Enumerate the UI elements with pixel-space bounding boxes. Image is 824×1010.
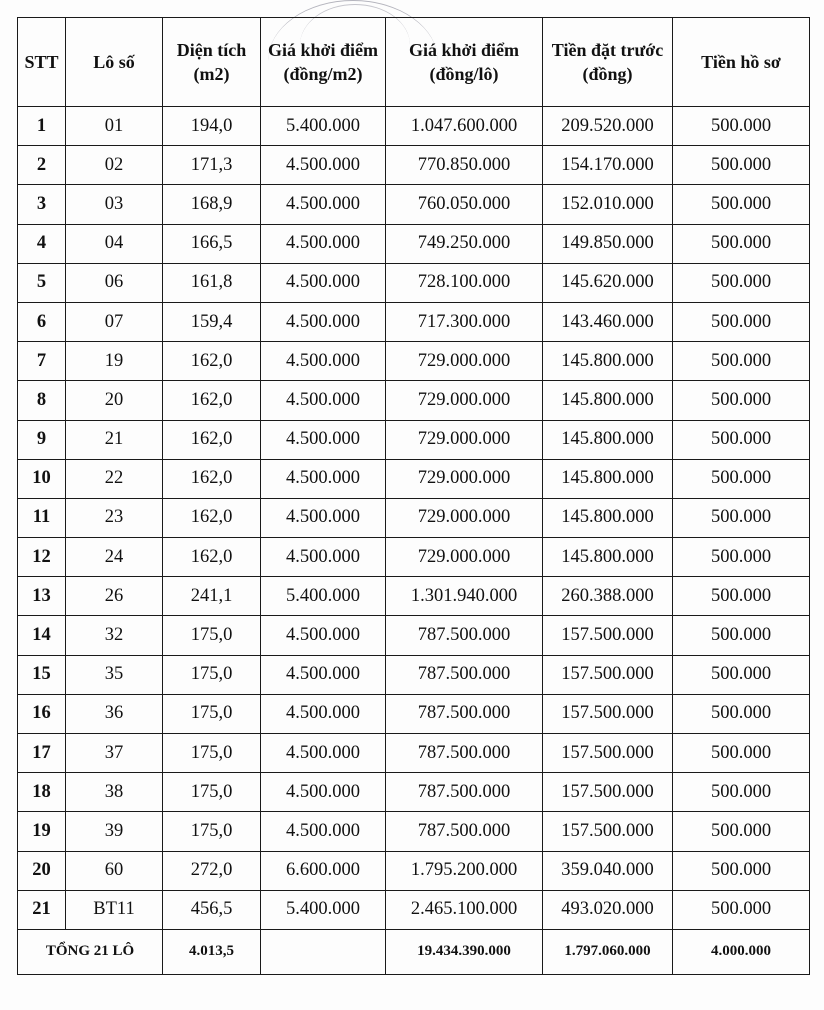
cell-price-per-lot: 1.795.200.000	[386, 851, 543, 890]
total-fee: 4.000.000	[673, 929, 810, 974]
cell-price-per-lot: 787.500.000	[386, 773, 543, 812]
cell-stt: 16	[18, 694, 66, 733]
cell-lot-number: 19	[66, 342, 163, 381]
cell-deposit: 145.800.000	[543, 381, 673, 420]
cell-fee: 500.000	[673, 694, 810, 733]
total-area: 4.013,5	[163, 929, 261, 974]
cell-price-per-lot: 729.000.000	[386, 420, 543, 459]
cell-price-per-m2: 4.500.000	[261, 734, 386, 773]
cell-area: 171,3	[163, 146, 261, 185]
cell-lot-number: 20	[66, 381, 163, 420]
cell-lot-number: BT11	[66, 890, 163, 929]
table-footer	[18, 929, 810, 974]
cell-fee: 500.000	[673, 773, 810, 812]
cell-price-per-m2: 4.500.000	[261, 263, 386, 302]
cell-deposit: 359.040.000	[543, 851, 673, 890]
cell-stt: 10	[18, 459, 66, 498]
cell-price-per-m2: 5.400.000	[261, 890, 386, 929]
cell-area: 162,0	[163, 420, 261, 459]
cell-deposit: 260.388.000	[543, 577, 673, 616]
cell-price-per-lot: 760.050.000	[386, 185, 543, 224]
cell-lot-number: 22	[66, 459, 163, 498]
cell-deposit: 152.010.000	[543, 185, 673, 224]
header-fee: Tiền hồ sơ	[673, 18, 810, 107]
cell-area: 168,9	[163, 185, 261, 224]
cell-lot-number: 36	[66, 694, 163, 733]
total-label: TỔNG 21 LÔ	[18, 929, 163, 974]
cell-price-per-m2: 4.500.000	[261, 459, 386, 498]
table-body	[18, 107, 810, 930]
cell-area: 456,5	[163, 890, 261, 929]
cell-lot-number: 39	[66, 812, 163, 851]
cell-area: 175,0	[163, 655, 261, 694]
cell-deposit: 157.500.000	[543, 812, 673, 851]
cell-fee: 500.000	[673, 224, 810, 263]
cell-lot-number: 38	[66, 773, 163, 812]
cell-price-per-m2: 5.400.000	[261, 577, 386, 616]
table-row	[18, 616, 810, 655]
cell-price-per-lot: 729.000.000	[386, 381, 543, 420]
cell-fee: 500.000	[673, 812, 810, 851]
cell-area: 161,8	[163, 263, 261, 302]
cell-lot-number: 02	[66, 146, 163, 185]
cell-stt: 11	[18, 498, 66, 537]
cell-fee: 500.000	[673, 459, 810, 498]
cell-lot-number: 06	[66, 263, 163, 302]
cell-price-per-m2: 4.500.000	[261, 498, 386, 537]
cell-price-per-lot: 717.300.000	[386, 302, 543, 341]
cell-area: 175,0	[163, 812, 261, 851]
cell-lot-number: 37	[66, 734, 163, 773]
cell-area: 194,0	[163, 107, 261, 146]
cell-stt: 8	[18, 381, 66, 420]
cell-fee: 500.000	[673, 538, 810, 577]
cell-price-per-lot: 787.500.000	[386, 812, 543, 851]
cell-price-per-lot: 787.500.000	[386, 694, 543, 733]
cell-price-per-m2: 4.500.000	[261, 694, 386, 733]
cell-price-per-lot: 729.000.000	[386, 498, 543, 537]
header-price-per-lot: Giá khởi điểm (đồng/lô)	[386, 18, 543, 107]
cell-stt: 7	[18, 342, 66, 381]
cell-price-per-m2: 4.500.000	[261, 616, 386, 655]
cell-price-per-m2: 4.500.000	[261, 185, 386, 224]
cell-fee: 500.000	[673, 616, 810, 655]
total-row	[18, 929, 810, 974]
cell-stt: 2	[18, 146, 66, 185]
total-deposit: 1.797.060.000	[543, 929, 673, 974]
cell-lot-number: 23	[66, 498, 163, 537]
cell-deposit: 145.800.000	[543, 498, 673, 537]
table-row	[18, 851, 810, 890]
table-row	[18, 224, 810, 263]
cell-deposit: 145.800.000	[543, 538, 673, 577]
cell-area: 272,0	[163, 851, 261, 890]
cell-fee: 500.000	[673, 146, 810, 185]
header-price-per-m2: Giá khởi điểm (đồng/m2)	[261, 18, 386, 107]
cell-area: 162,0	[163, 459, 261, 498]
table-row	[18, 538, 810, 577]
cell-deposit: 157.500.000	[543, 616, 673, 655]
cell-price-per-m2: 4.500.000	[261, 538, 386, 577]
cell-fee: 500.000	[673, 655, 810, 694]
table-row	[18, 146, 810, 185]
table-row	[18, 185, 810, 224]
cell-stt: 20	[18, 851, 66, 890]
cell-deposit: 493.020.000	[543, 890, 673, 929]
cell-fee: 500.000	[673, 577, 810, 616]
cell-lot-number: 24	[66, 538, 163, 577]
cell-stt: 4	[18, 224, 66, 263]
cell-stt: 5	[18, 263, 66, 302]
cell-price-per-m2: 4.500.000	[261, 224, 386, 263]
cell-price-per-lot: 729.000.000	[386, 538, 543, 577]
cell-lot-number: 32	[66, 616, 163, 655]
cell-price-per-lot: 1.301.940.000	[386, 577, 543, 616]
table-row	[18, 694, 810, 733]
table-row	[18, 773, 810, 812]
cell-fee: 500.000	[673, 381, 810, 420]
cell-price-per-lot: 729.000.000	[386, 342, 543, 381]
cell-price-per-lot: 787.500.000	[386, 655, 543, 694]
table-row	[18, 812, 810, 851]
cell-price-per-lot: 729.000.000	[386, 459, 543, 498]
cell-stt: 15	[18, 655, 66, 694]
cell-price-per-lot: 728.100.000	[386, 263, 543, 302]
cell-price-per-m2: 6.600.000	[261, 851, 386, 890]
cell-deposit: 145.620.000	[543, 263, 673, 302]
table-row	[18, 577, 810, 616]
cell-stt: 6	[18, 302, 66, 341]
cell-deposit: 157.500.000	[543, 734, 673, 773]
table-row	[18, 302, 810, 341]
cell-lot-number: 07	[66, 302, 163, 341]
land-lot-table	[17, 17, 810, 975]
cell-stt: 12	[18, 538, 66, 577]
cell-deposit: 209.520.000	[543, 107, 673, 146]
cell-area: 162,0	[163, 342, 261, 381]
cell-price-per-lot: 749.250.000	[386, 224, 543, 263]
table-row	[18, 107, 810, 146]
cell-fee: 500.000	[673, 890, 810, 929]
cell-price-per-lot: 787.500.000	[386, 734, 543, 773]
cell-lot-number: 21	[66, 420, 163, 459]
cell-lot-number: 35	[66, 655, 163, 694]
total-price-per-lot: 19.434.390.000	[386, 929, 543, 974]
cell-area: 159,4	[163, 302, 261, 341]
header-lot-number: Lô số	[66, 18, 163, 107]
cell-lot-number: 26	[66, 577, 163, 616]
cell-price-per-lot: 787.500.000	[386, 616, 543, 655]
cell-price-per-m2: 4.500.000	[261, 420, 386, 459]
table-row	[18, 342, 810, 381]
cell-stt: 14	[18, 616, 66, 655]
cell-area: 175,0	[163, 694, 261, 733]
cell-fee: 500.000	[673, 420, 810, 459]
cell-lot-number: 04	[66, 224, 163, 263]
cell-price-per-lot: 1.047.600.000	[386, 107, 543, 146]
cell-fee: 500.000	[673, 185, 810, 224]
cell-fee: 500.000	[673, 734, 810, 773]
cell-deposit: 149.850.000	[543, 224, 673, 263]
table-row	[18, 459, 810, 498]
cell-lot-number: 01	[66, 107, 163, 146]
cell-fee: 500.000	[673, 498, 810, 537]
header-area: Diện tích (m2)	[163, 18, 261, 107]
cell-deposit: 157.500.000	[543, 694, 673, 733]
cell-deposit: 143.460.000	[543, 302, 673, 341]
cell-fee: 500.000	[673, 302, 810, 341]
table-row	[18, 263, 810, 302]
cell-price-per-lot: 2.465.100.000	[386, 890, 543, 929]
cell-stt: 9	[18, 420, 66, 459]
cell-deposit: 145.800.000	[543, 342, 673, 381]
cell-stt: 13	[18, 577, 66, 616]
cell-price-per-m2: 4.500.000	[261, 773, 386, 812]
cell-area: 162,0	[163, 381, 261, 420]
cell-lot-number: 03	[66, 185, 163, 224]
table-row	[18, 420, 810, 459]
cell-stt: 17	[18, 734, 66, 773]
header-stt: STT	[18, 18, 66, 107]
header-deposit: Tiền đặt trước (đồng)	[543, 18, 673, 107]
cell-deposit: 157.500.000	[543, 655, 673, 694]
cell-deposit: 145.800.000	[543, 459, 673, 498]
total-price-per-m2	[261, 929, 386, 974]
cell-area: 166,5	[163, 224, 261, 263]
table-row	[18, 381, 810, 420]
table-row	[18, 890, 810, 929]
cell-area: 175,0	[163, 773, 261, 812]
table-row	[18, 498, 810, 537]
cell-price-per-m2: 4.500.000	[261, 812, 386, 851]
cell-area: 175,0	[163, 734, 261, 773]
cell-fee: 500.000	[673, 342, 810, 381]
cell-deposit: 145.800.000	[543, 420, 673, 459]
table-header	[18, 18, 810, 107]
cell-area: 241,1	[163, 577, 261, 616]
cell-deposit: 157.500.000	[543, 773, 673, 812]
cell-lot-number: 60	[66, 851, 163, 890]
cell-stt: 3	[18, 185, 66, 224]
cell-price-per-m2: 4.500.000	[261, 381, 386, 420]
cell-price-per-m2: 4.500.000	[261, 655, 386, 694]
cell-stt: 18	[18, 773, 66, 812]
cell-stt: 19	[18, 812, 66, 851]
cell-area: 162,0	[163, 538, 261, 577]
cell-area: 162,0	[163, 498, 261, 537]
cell-deposit: 154.170.000	[543, 146, 673, 185]
table-row	[18, 734, 810, 773]
cell-price-per-m2: 4.500.000	[261, 146, 386, 185]
cell-price-per-m2: 5.400.000	[261, 107, 386, 146]
header-row	[18, 18, 810, 107]
cell-price-per-m2: 4.500.000	[261, 342, 386, 381]
cell-fee: 500.000	[673, 851, 810, 890]
cell-price-per-m2: 4.500.000	[261, 302, 386, 341]
table-row	[18, 655, 810, 694]
cell-stt: 21	[18, 890, 66, 929]
cell-area: 175,0	[163, 616, 261, 655]
cell-stt: 1	[18, 107, 66, 146]
cell-price-per-lot: 770.850.000	[386, 146, 543, 185]
cell-fee: 500.000	[673, 107, 810, 146]
cell-fee: 500.000	[673, 263, 810, 302]
